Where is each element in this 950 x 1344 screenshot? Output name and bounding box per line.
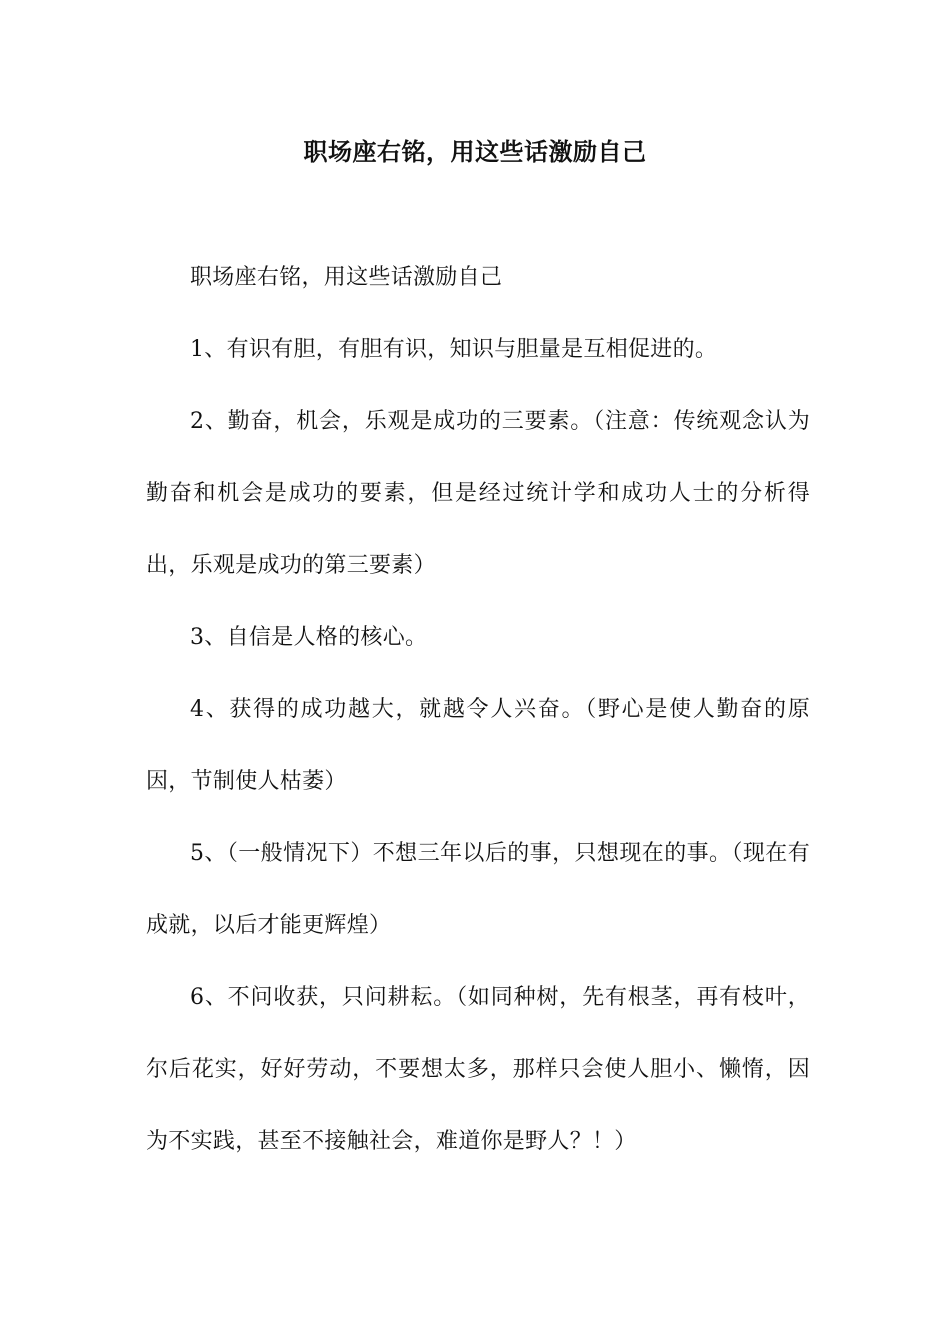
paragraph-item-3: 3、自信是人格的核心。 bbox=[190, 625, 428, 650]
paragraph-intro: 职场座右铭，用这些话激励自己 bbox=[190, 265, 503, 290]
paragraph-item-2: 2、勤奋，机会，乐观是成功的三要素。（注意：传统观念认为勤奋和机会是成功的要素，但是经过统计学和成功人士的分析得出，乐观是成功的第三要素） bbox=[146, 409, 810, 578]
paragraph-item-4: 4、获得的成功越大，就越令人兴奋。（野心是使人勤奋的原因，节制使人枯萎） bbox=[146, 697, 810, 794]
document-body bbox=[146, 242, 810, 1178]
document-title: 职场座右铭，用这些话激励自己 bbox=[303, 137, 647, 166]
paragraph-item-5: 5、（一般情况下）不想三年以后的事，只想现在的事。（现在有成就，以后才能更辉煌） bbox=[146, 841, 810, 938]
paragraph-item-6: 6、不问收获，只问耕耘。（如同种树，先有根茎，再有枝叶，尔后花实，好好劳动，不要想太多，那样只会使人胆小、懒惰，因为不实践，甚至不接触社会，难道你是野人？！） bbox=[146, 985, 810, 1154]
paragraph-item-1: 1、有识有胆，有胆有识，知识与胆量是互相促进的。 bbox=[190, 337, 718, 362]
